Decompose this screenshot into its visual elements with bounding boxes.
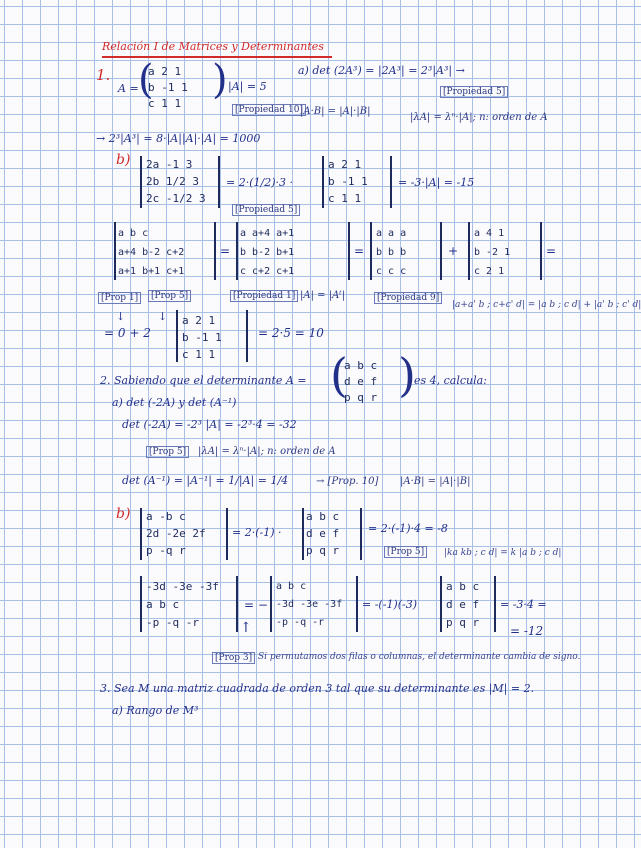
det-bar bbox=[176, 310, 178, 362]
problem-1-number: 1. bbox=[96, 66, 111, 84]
prop1-text-1b: |A| = |Aᵗ| bbox=[300, 290, 346, 301]
det-bar bbox=[270, 576, 272, 632]
result-2b: = 2·(-1)·4 = -8 bbox=[368, 522, 448, 535]
scalar-rule-1a: |λA| = λⁿ·|A|; n: orden de A bbox=[410, 112, 548, 123]
prop1-side-ref: [Prop 1] bbox=[98, 292, 141, 304]
det-bar bbox=[322, 156, 324, 208]
det-bar bbox=[356, 576, 358, 632]
matrix-a-label: A = bbox=[118, 82, 139, 95]
part-2b-label: b) bbox=[116, 506, 131, 522]
prop10-text-2a: |A·B| = |A|·|B| bbox=[400, 476, 471, 487]
det-bar bbox=[540, 222, 542, 280]
part-1a-label: a) det (2A³) = |2A³| = 2³|A³| → bbox=[298, 64, 465, 77]
matrix-2: a b c d e f p q r bbox=[344, 359, 378, 404]
part-1b-label: b) bbox=[116, 152, 131, 168]
prop10-text-1a: |A·B| = |A|·|B| bbox=[300, 106, 371, 117]
matrix-2-right-paren: ) bbox=[398, 348, 416, 402]
det-bar bbox=[214, 222, 216, 280]
det-bar bbox=[140, 156, 142, 208]
det-bar bbox=[370, 222, 372, 280]
final-prefix-1b: = 0 + 2 bbox=[104, 326, 151, 340]
prop5-text-2a: |λA| = λⁿ·|A|; n: orden de A bbox=[198, 446, 336, 457]
up-arrow: ↑ bbox=[240, 620, 252, 636]
eq-2b: = 2·(-1) · bbox=[232, 526, 282, 539]
eq2-result-2b: = -3·4 = bbox=[500, 598, 547, 611]
det-bar bbox=[468, 222, 470, 280]
det-bar bbox=[114, 222, 116, 280]
matrix-1b-big: a b c a+4 b-2 c+2 a+1 b+1 c+1 bbox=[118, 228, 185, 277]
matrix-1b-lhs: 2a -1 3 2b 1/2 3 2c -1/2 3 bbox=[146, 158, 206, 205]
matrix-2b-mid: a b c d e f p q r bbox=[306, 510, 340, 557]
result-1a: → 2³|A³| = 8·|A||A|·|A| = 1000 bbox=[96, 132, 261, 145]
prop9-ref-1b: [Propiedad 9] bbox=[374, 292, 442, 304]
matrix-2b-right2: a b c d e f p q r bbox=[446, 580, 480, 629]
matrix-1b-rhs3: a 4 1 b -2 1 c 2 1 bbox=[474, 228, 511, 277]
matrix-a-left-paren: ( bbox=[138, 57, 154, 103]
problem-2-statement: 2. Sabiendo que el determinante A = bbox=[100, 374, 307, 387]
det-bar bbox=[226, 508, 228, 560]
det-bar bbox=[140, 576, 142, 632]
det-bar bbox=[494, 576, 496, 632]
matrix-1b-rhs1: a a+4 a+1 b b-2 b+1 c c+2 c+1 bbox=[240, 228, 295, 277]
eq-1b: = 2·(1/2)·3 · bbox=[226, 176, 293, 189]
prop9-text-1b: |a+a' b ; c+c' d| = |a b ; c d| + |a' b ; c' d| bbox=[452, 300, 641, 310]
prop5-text-2b: |ka kb ; c d| = k |a b ; c d| bbox=[444, 548, 562, 558]
result-1b: = -3·|A| = -15 bbox=[398, 176, 475, 189]
equals: = bbox=[354, 244, 365, 258]
down-arrow: ↓ bbox=[116, 310, 126, 323]
det-bar bbox=[246, 310, 248, 362]
prop1-ref-1b: [Propiedad 1] bbox=[230, 290, 298, 302]
matrix-a-right-paren: ) bbox=[212, 57, 228, 103]
det-a-given: |A| = 5 bbox=[228, 80, 267, 93]
equals: = bbox=[546, 244, 557, 258]
matrix-a: a 2 1 b -1 1 c 1 1 bbox=[148, 65, 188, 110]
down-arrow: ↓ bbox=[158, 310, 168, 323]
plus: + bbox=[448, 244, 459, 258]
final-result-1b: = 2·5 = 10 bbox=[258, 326, 324, 340]
matrix-2-left-paren: ( bbox=[330, 348, 348, 402]
det-bar bbox=[302, 508, 304, 560]
line-2a-1: det (-2A) = -2³ |A| = -2³·4 = -32 bbox=[122, 418, 297, 431]
det-bar bbox=[360, 508, 362, 560]
matrix-1b-rhs2: a a a b b b c c c bbox=[376, 228, 407, 277]
det-bar bbox=[390, 156, 392, 208]
prop5-ref-1a: [Propiedad 5] bbox=[440, 86, 508, 98]
matrix-2b-lhs: a -b c 2d -2e 2f p -q r bbox=[146, 510, 206, 557]
prop5-ref-2b: [Prop 5] bbox=[384, 546, 427, 558]
page-title: Relación I de Matrices y Determinantes bbox=[102, 40, 324, 53]
prop5-ref-1b: [Propiedad 5] bbox=[232, 204, 300, 216]
matrix-1b-final: a 2 1 b -1 1 c 1 1 bbox=[182, 314, 222, 361]
det-bar bbox=[348, 222, 350, 280]
det-bar bbox=[440, 576, 442, 632]
line-2a-2: det (A⁻¹) = |A⁻¹| = 1/|A| = 1/4 bbox=[122, 474, 289, 487]
matrix-2b-lhs2: -3d -3e -3f a b c -p -q -r bbox=[146, 580, 219, 629]
prop3-text-2b: Si permutamos dos filas o columnas, el determinante cambia de signo. bbox=[258, 652, 581, 662]
problem-2-statement-tail: es 4, calcula: bbox=[414, 374, 487, 387]
part-3a-label: a) Rango de M³ bbox=[112, 704, 199, 717]
eq2-final-2b: = -12 bbox=[510, 624, 544, 638]
part-2a-label: a) det (-2A) y det (A⁻¹) bbox=[112, 396, 237, 409]
det-bar bbox=[236, 222, 238, 280]
eq2-mid-2b: = -(-1)(-3) bbox=[362, 598, 418, 611]
prop10-ref-2a: → [Prop. 10] bbox=[316, 476, 379, 487]
equals: = bbox=[220, 244, 231, 258]
prop5-ref-2a: [Prop 5] bbox=[146, 446, 189, 458]
det-bar bbox=[140, 508, 142, 560]
problem-3-statement: 3. Sea M una matriz cuadrada de orden 3 tal que su determinante es |M| = 2. bbox=[100, 682, 535, 695]
prop5-side-ref: [Prop 5] bbox=[148, 290, 191, 302]
eq2-2b: = − bbox=[244, 598, 268, 612]
matrix-1b-mid: a 2 1 b -1 1 c 1 1 bbox=[328, 158, 368, 205]
prop10-ref-1a: [Propiedad 10] bbox=[232, 104, 306, 116]
matrix-2b-mid2: a b c -3d -3e -3f -p -q -r bbox=[276, 581, 343, 628]
prop3-ref-2b: [Prop 3] bbox=[212, 652, 255, 664]
det-bar bbox=[236, 576, 238, 632]
det-bar bbox=[440, 222, 442, 280]
det-bar bbox=[218, 156, 220, 208]
